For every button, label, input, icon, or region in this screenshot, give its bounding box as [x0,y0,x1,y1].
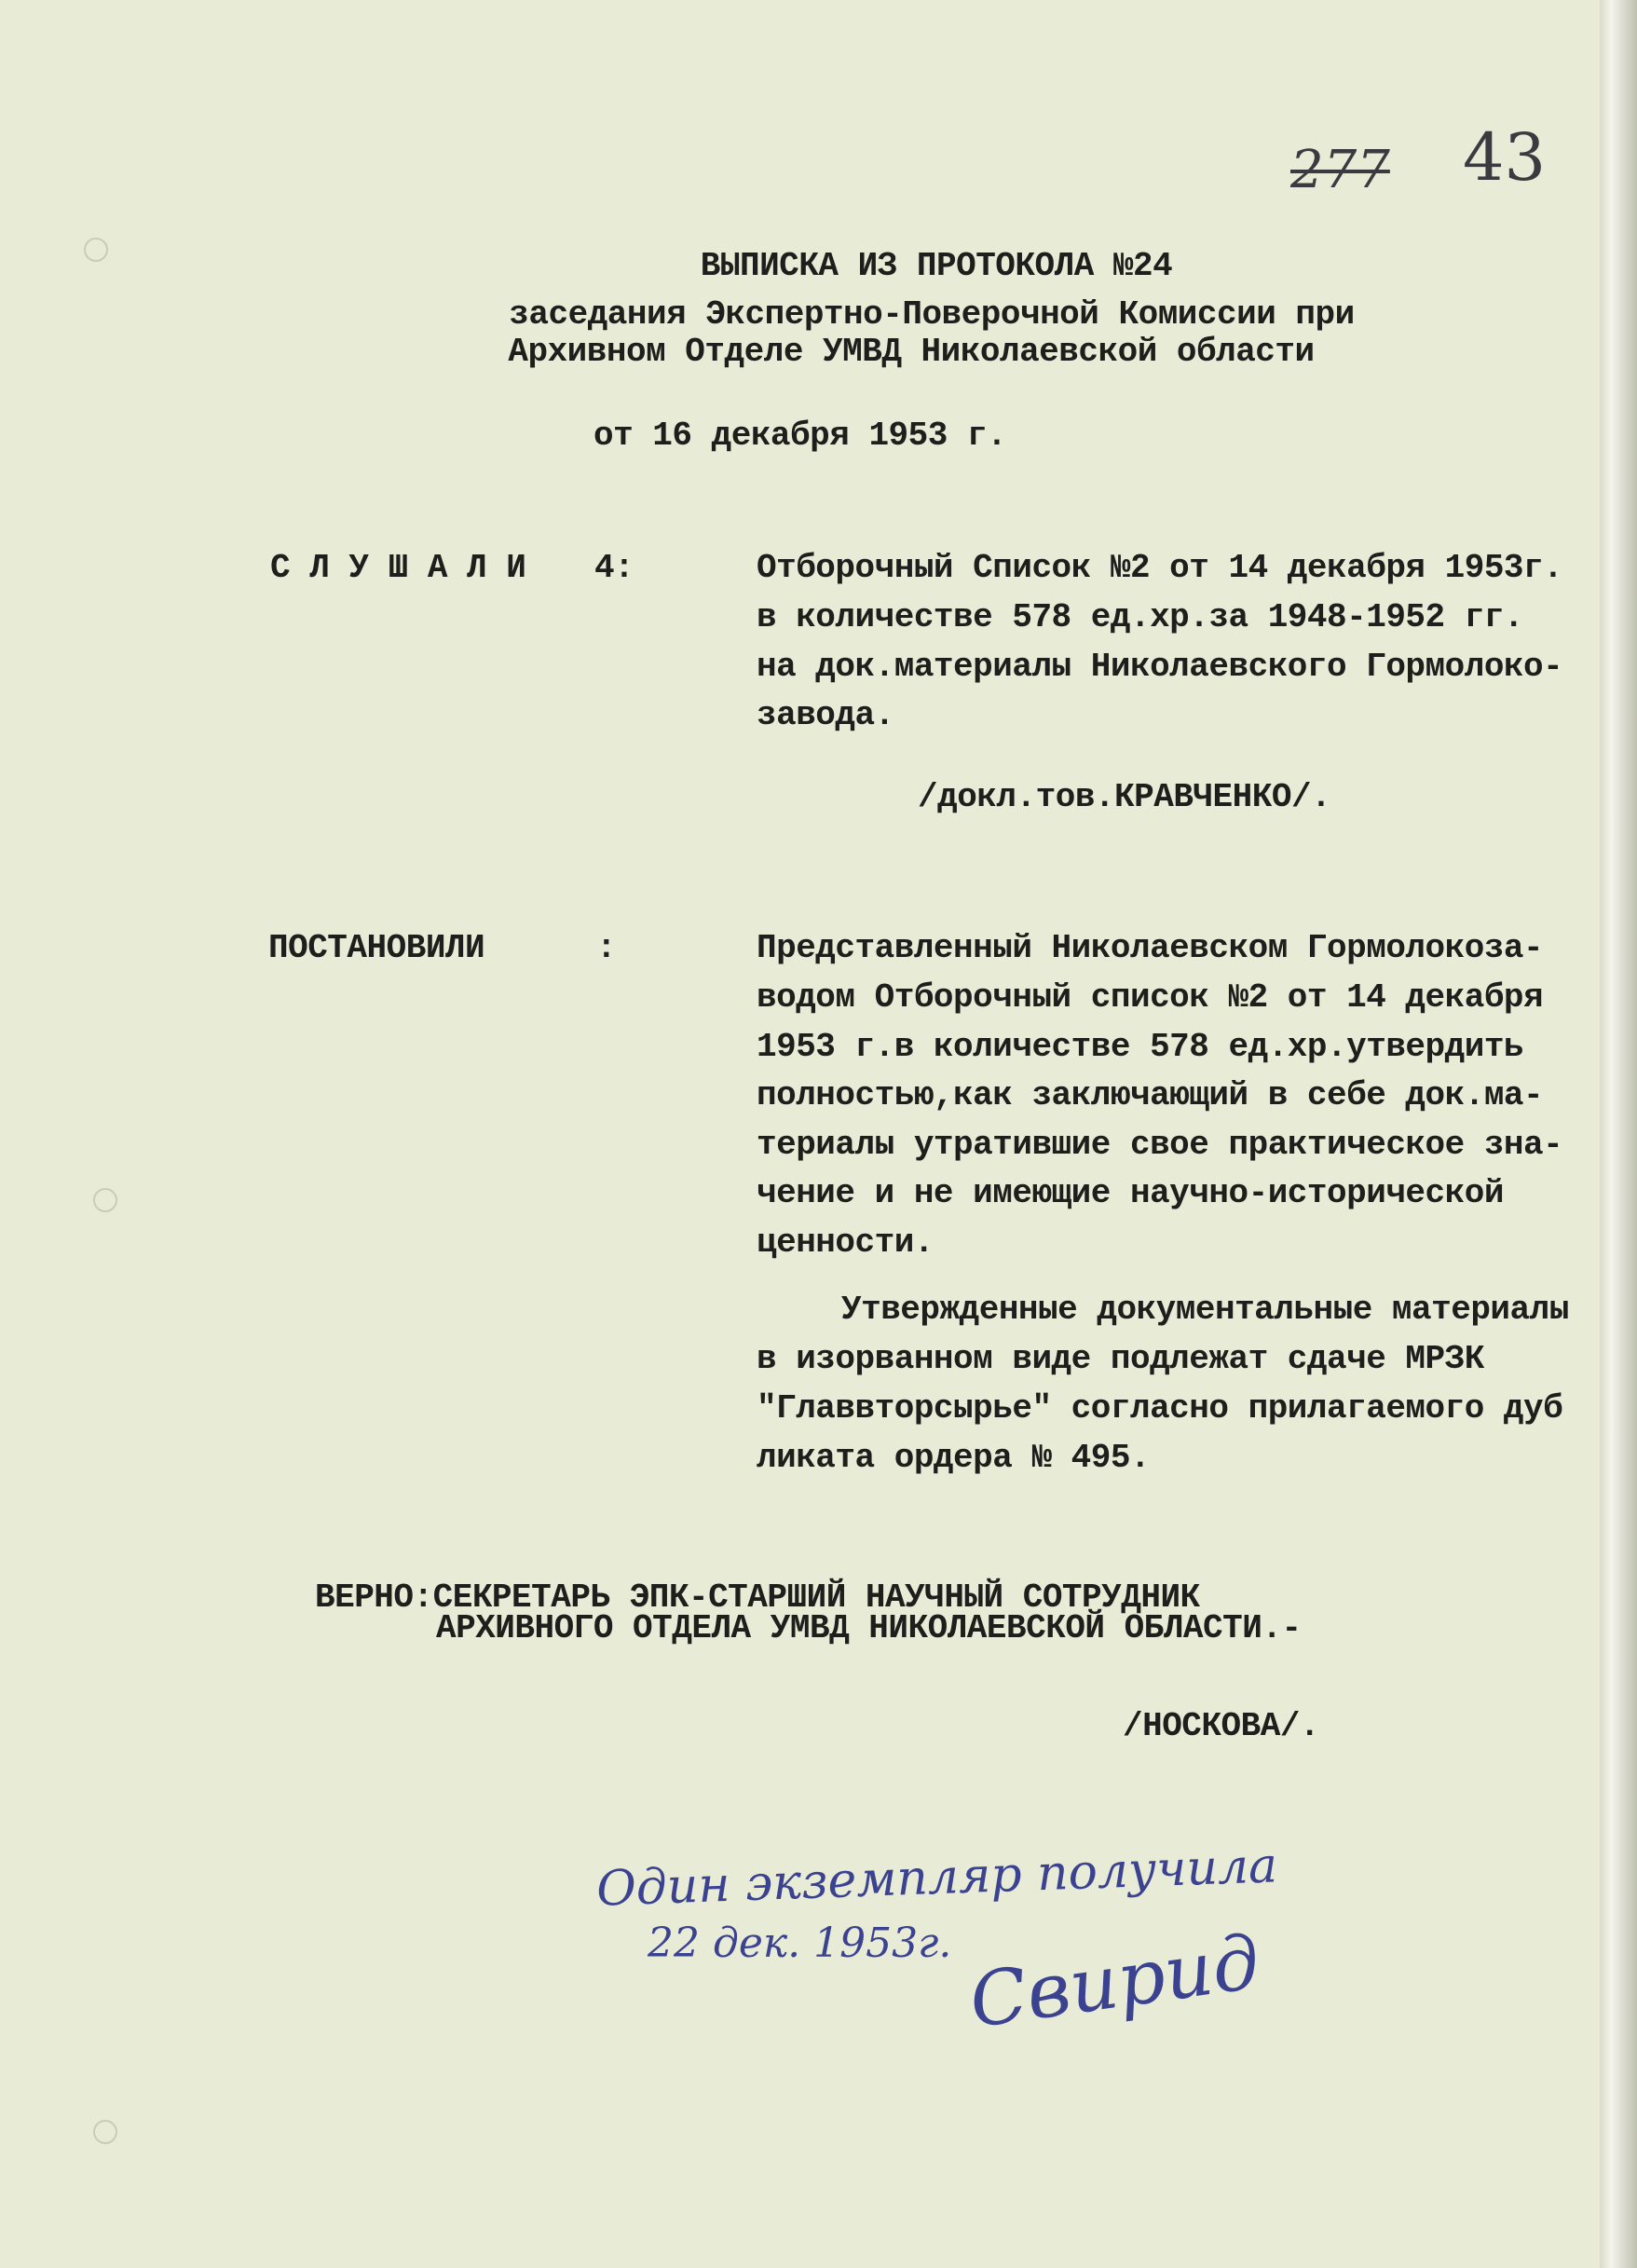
document-subtitle: заседания Экспертно-Поверочной Комиссии при [509,295,1355,334]
punch-hole [84,238,108,262]
resolved-label: ПОСТАНОВИЛИ [268,929,485,967]
resolved-para2-line: "Главвторсырье" согласно прилагаемого дуб [757,1389,1563,1428]
heard-text-line: Отборочный Список №2 от 14 декабря 1953г. [757,549,1563,587]
handwritten-signature: Свирид [964,1918,1265,2045]
document-title: ВЫПИСКА ИЗ ПРОТОКОЛА №24 [700,247,1173,285]
document-subtitle: Архивном Отделе УМВД Николаевской области [508,333,1315,371]
resolved-para2-line: ликата ордера № 495. [757,1439,1151,1477]
resolved-text-line: 1953 г.в количестве 578 ед.хр.утвердить [757,1028,1524,1066]
resolved-para2-line: в изорванном виде подлежат сдаче МРЗК [757,1340,1484,1378]
handwritten-note: Один экземпляр получила [595,1838,1278,1918]
page-number: 43 [1463,119,1547,196]
handwritten-date: 22 дек. 1953г. [648,1920,952,1967]
signatory-name: /НОСКОВА/. [1123,1707,1320,1745]
punch-hole [93,1188,117,1212]
resolved-text-line: териалы утратившие свое практическое зна- [757,1126,1563,1164]
resolved-para2-line: Утвержденные документальные материалы [841,1291,1569,1329]
resolved-colon: : [596,929,617,967]
resolved-text-line: полностью,как заключающий в себе док.ма- [757,1076,1544,1114]
resolved-text-line: водом Отборочный список №2 от 14 декабря [757,978,1544,1017]
certification-line: АРХИВНОГО ОТДЕЛА УМВД НИКОЛАЕВСКОЙ ОБЛАСТИ.- [436,1609,1302,1647]
heard-reporter: /докл.тов.КРАВЧЕНКО/. [918,778,1331,816]
heard-item-number: 4: [594,549,634,587]
heard-text-line: на док.материалы Николаевского Гормолоко- [757,648,1563,686]
certification-line: ВЕРНО:СЕКРЕТАРЬ ЭПК-СТАРШИЙ НАУЧНЫЙ СОТРУДНИК [315,1578,1200,1617]
resolved-text-line: Представленный Николаевском Гормолокоза- [757,929,1544,967]
resolved-text-line: ценности. [757,1223,934,1262]
heard-text-line: в количестве 578 ед.хр.за 1948-1952 гг. [757,598,1524,636]
page-edge [1600,0,1637,2268]
heard-text-line: завода. [757,696,894,734]
punch-hole [93,2120,117,2144]
document-date: от 16 декабря 1953 г. [593,417,1007,455]
old-page-number: 277 [1290,140,1390,200]
resolved-text-line: чение и не имеющие научно-исторической [757,1174,1504,1212]
heard-label: С Л У Ш А Л И [270,549,526,587]
